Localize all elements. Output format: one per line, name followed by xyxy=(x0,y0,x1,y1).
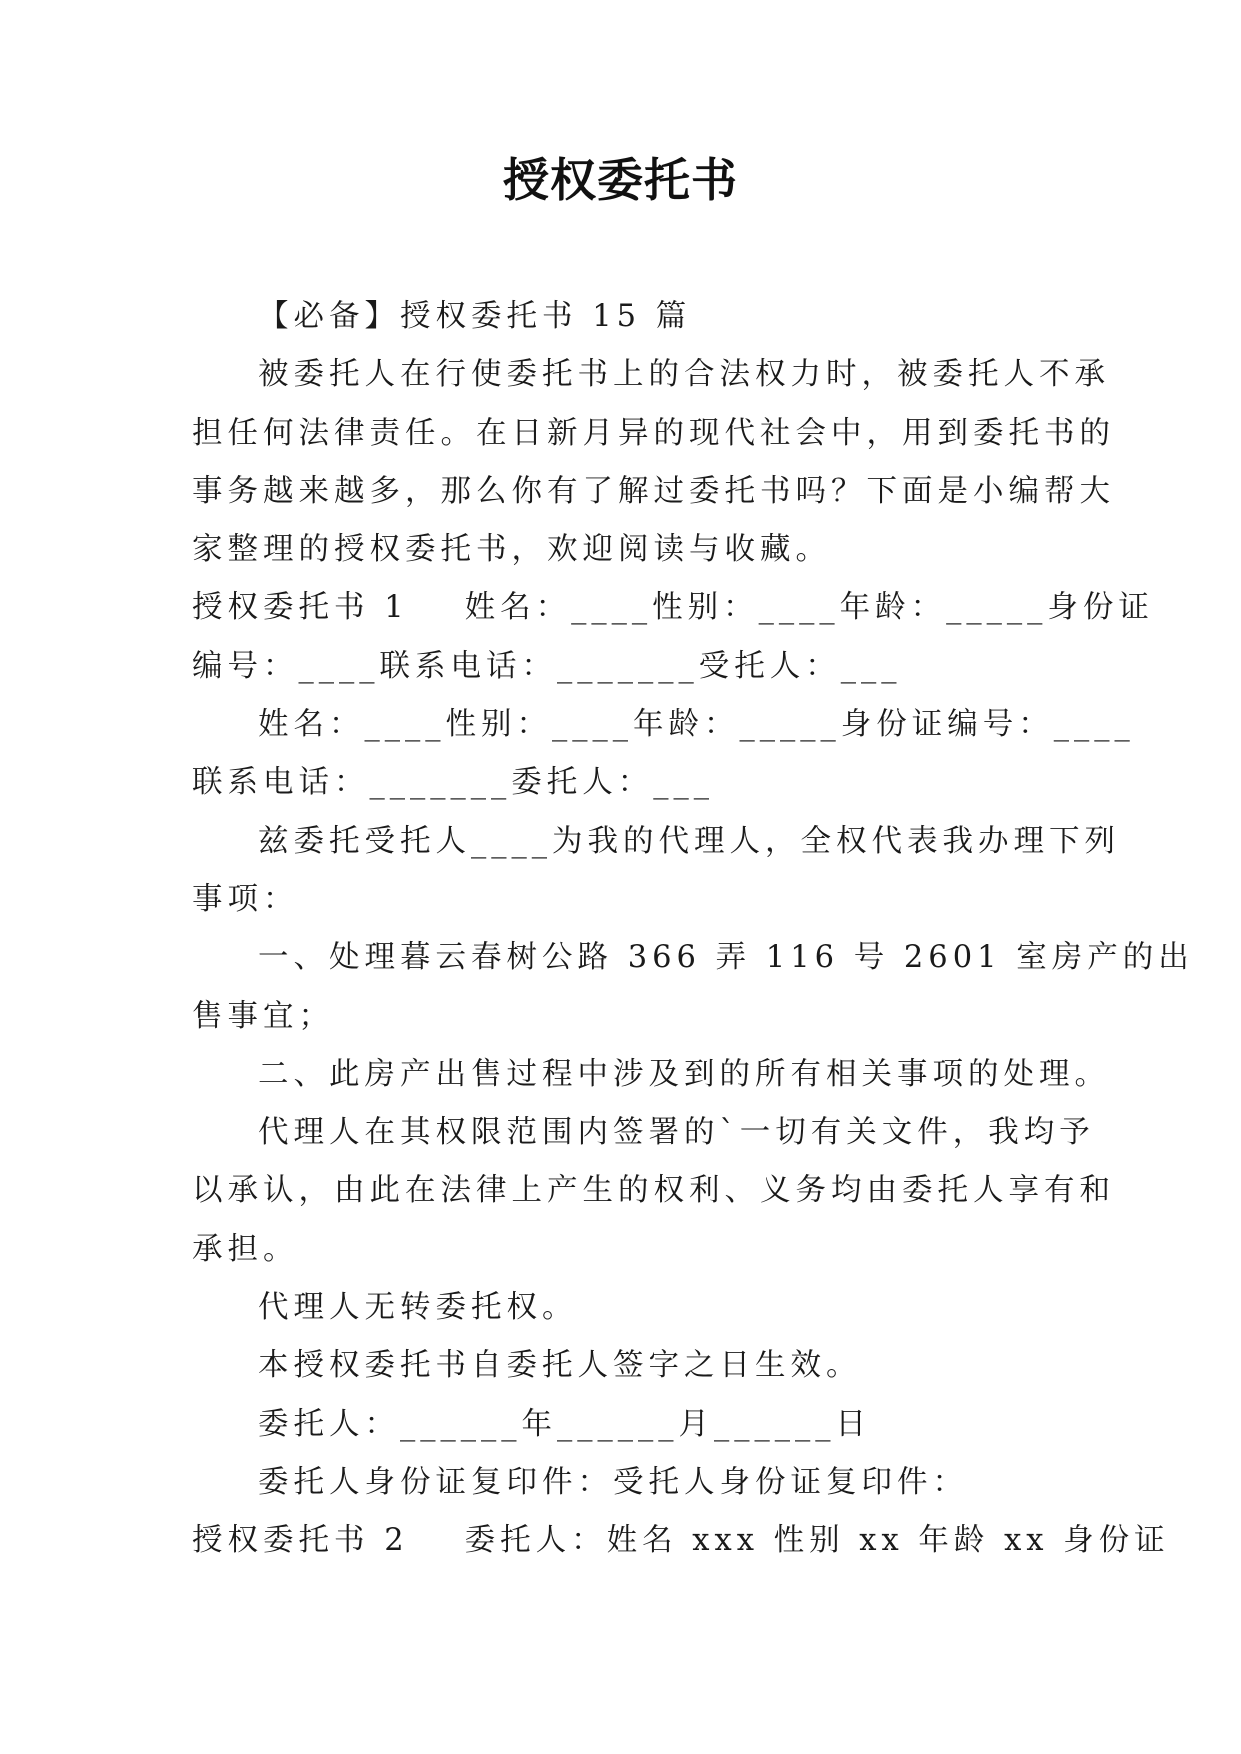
paragraph-line: 一、处理暮云春树公路 366 弄 116 号 2601 室房产的出 xyxy=(258,940,1194,976)
form-line: 编号：____联系电话：_______受托人：___ xyxy=(192,648,902,684)
paragraph-line: 二、此房产出售过程中涉及到的所有相关事项的处理。 xyxy=(258,1056,1110,1092)
signature-date-line: 委托人：______年______月______日 xyxy=(258,1406,871,1442)
paragraph-line: 售事宜； xyxy=(192,998,334,1034)
form-line: 姓名：____性别：____年龄：_____身份证编号：____ xyxy=(258,707,1135,743)
form-line: 委托人：姓名 xxx 性别 xx 年龄 xx 身份证 xyxy=(464,1523,1170,1559)
document-body xyxy=(192,288,1194,1571)
document-title: 授权委托书 xyxy=(503,153,738,207)
paragraph-line: 本授权委托书自委托人签字之日生效。 xyxy=(258,1348,862,1384)
section-heading: 授权委托书 1 xyxy=(192,590,409,626)
section-1-line xyxy=(192,579,1154,637)
paragraph-line: 承担。 xyxy=(192,1231,299,1267)
paragraph-line: 事项： xyxy=(192,881,299,917)
id-copy-line: 委托人身份证复印件：受托人身份证复印件： xyxy=(258,1464,968,1500)
intro-heading: 【必备】授权委托书 15 篇 xyxy=(258,299,692,334)
intro-paragraph-line: 担任何法律责任。在日新月异的现代社会中，用到委托书的 xyxy=(192,415,1115,451)
section-heading: 授权委托书 2 xyxy=(192,1523,409,1559)
intro-paragraph-line: 被委托人在行使委托书上的合法权力时，被委托人不承 xyxy=(258,357,1110,393)
paragraph-line: 兹委托受托人____为我的代理人，全权代表我办理下列 xyxy=(258,823,1120,859)
paragraph-line: 以承认，由此在法律上产生的权利、义务均由委托人享有和 xyxy=(192,1173,1115,1209)
form-line: 联系电话：_______委托人：___ xyxy=(192,765,714,801)
paragraph-line: 代理人无转委托权。 xyxy=(258,1290,578,1326)
form-line: 姓名：____性别：____年龄：_____身份证 xyxy=(464,590,1154,626)
paragraph-line: 代理人在其权限范围内签署的`一切有关文件，我均予 xyxy=(258,1115,1095,1151)
intro-paragraph-line: 事务越来越多，那么你有了解过委托书吗？下面是小编帮大 xyxy=(192,473,1115,509)
intro-paragraph-line: 家整理的授权委托书，欢迎阅读与收藏。 xyxy=(192,532,831,568)
section-2-line xyxy=(192,1512,1170,1570)
